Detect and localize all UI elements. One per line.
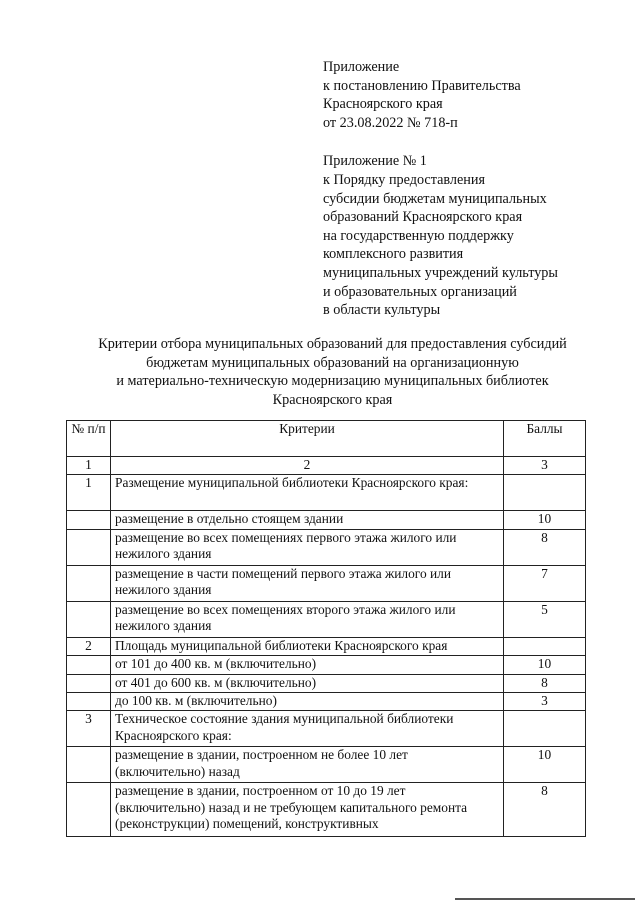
row-points: 7 (504, 565, 586, 601)
appendix-line: от 23.08.2022 № 718-п (323, 114, 458, 131)
appendix-line: к постановлению Правительства (323, 77, 521, 94)
row-points (504, 637, 586, 655)
row-num (67, 783, 111, 837)
index-criteria: 2 (111, 457, 504, 475)
row-criteria: размещение в отдельно стоящем здании (111, 511, 504, 529)
row-num (67, 529, 111, 565)
table-row (67, 783, 586, 837)
appendix-line: Приложение № 1 (323, 153, 427, 170)
row-criteria: Площадь муниципальной библиотеки Красноярского края (111, 637, 504, 655)
table-row (67, 693, 586, 711)
row-criteria: размещение в здании, построенном от 10 до 19 лет (включительно) назад и не требующем капитального ремонта (реконструкции) помещений, конструктивных (111, 783, 504, 837)
table-row (67, 529, 586, 565)
appendix-line: на государственную поддержку (323, 227, 514, 244)
criteria-table (66, 420, 586, 837)
index-num: 1 (67, 457, 111, 475)
appendix-block-procedure (323, 152, 623, 319)
table-row (67, 747, 586, 783)
header-num: № п/п (67, 421, 111, 457)
row-points: 10 (504, 656, 586, 674)
row-points: 5 (504, 601, 586, 637)
index-points: 3 (504, 457, 586, 475)
scan-edge-line (455, 898, 635, 900)
title-line: бюджетам муниципальных образований на организационную (146, 354, 519, 371)
row-criteria: Техническое состояние здания муниципальной библиотеки Красноярского края: (111, 711, 504, 747)
appendix-line: Красноярского края (323, 96, 443, 113)
row-points (504, 475, 586, 511)
row-num (67, 656, 111, 674)
header-criteria: Критерии (111, 421, 504, 457)
row-criteria: размещение в здании, построенном не более 10 лет (включительно) назад (111, 747, 504, 783)
row-criteria: до 100 кв. м (включительно) (111, 693, 504, 711)
row-points: 8 (504, 529, 586, 565)
table-row (67, 475, 586, 511)
header-points: Баллы (504, 421, 586, 457)
row-points: 10 (504, 747, 586, 783)
row-num: 2 (67, 637, 111, 655)
table-row (67, 637, 586, 655)
row-points: 3 (504, 693, 586, 711)
row-num (67, 674, 111, 692)
row-criteria: размещение во всех помещениях первого этажа жилого или нежилого здания (111, 529, 504, 565)
appendix-line: и образовательных организаций (323, 283, 517, 300)
document-title (40, 335, 625, 409)
table-row (67, 711, 586, 747)
row-criteria: Размещение муниципальной библиотеки Красноярского края: (111, 475, 504, 511)
row-points: 8 (504, 783, 586, 837)
row-points: 8 (504, 674, 586, 692)
table-row (67, 601, 586, 637)
title-line: Критерии отбора муниципальных образований для предоставления субсидий (98, 336, 567, 352)
row-criteria: размещение в части помещений первого этажа жилого или нежилого здания (111, 565, 504, 601)
row-points: 10 (504, 511, 586, 529)
row-num (67, 747, 111, 783)
appendix-line: комплексного развития (323, 246, 464, 263)
title-line: Красноярского края (272, 391, 393, 408)
row-points (504, 711, 586, 747)
title-line: и материально-техническую модернизацию муниципальных библиотек (116, 373, 549, 390)
row-num (67, 511, 111, 529)
table-row (67, 565, 586, 601)
row-num (67, 601, 111, 637)
appendix-header (323, 58, 623, 320)
row-num (67, 693, 111, 711)
appendix-line: субсидии бюджетам муниципальных (323, 190, 547, 207)
row-criteria: от 401 до 600 кв. м (включительно) (111, 674, 504, 692)
appendix-line: Приложение (323, 59, 400, 75)
table-row (67, 511, 586, 529)
row-num: 1 (67, 475, 111, 511)
row-criteria: размещение во всех помещениях второго этажа жилого или нежилого здания (111, 601, 504, 637)
row-num (67, 565, 111, 601)
appendix-line: муниципальных учреждений культуры (323, 264, 558, 281)
table-index-row (67, 457, 586, 475)
appendix-line: образований Красноярского края (323, 209, 523, 226)
row-num: 3 (67, 711, 111, 747)
table-row (67, 674, 586, 692)
appendix-line: к Порядку предоставления (323, 171, 485, 188)
table-header-row (67, 421, 586, 457)
table-row (67, 656, 586, 674)
appendix-block-resolution (323, 58, 623, 132)
appendix-line: в области культуры (323, 302, 441, 319)
row-criteria: от 101 до 400 кв. м (включительно) (111, 656, 504, 674)
